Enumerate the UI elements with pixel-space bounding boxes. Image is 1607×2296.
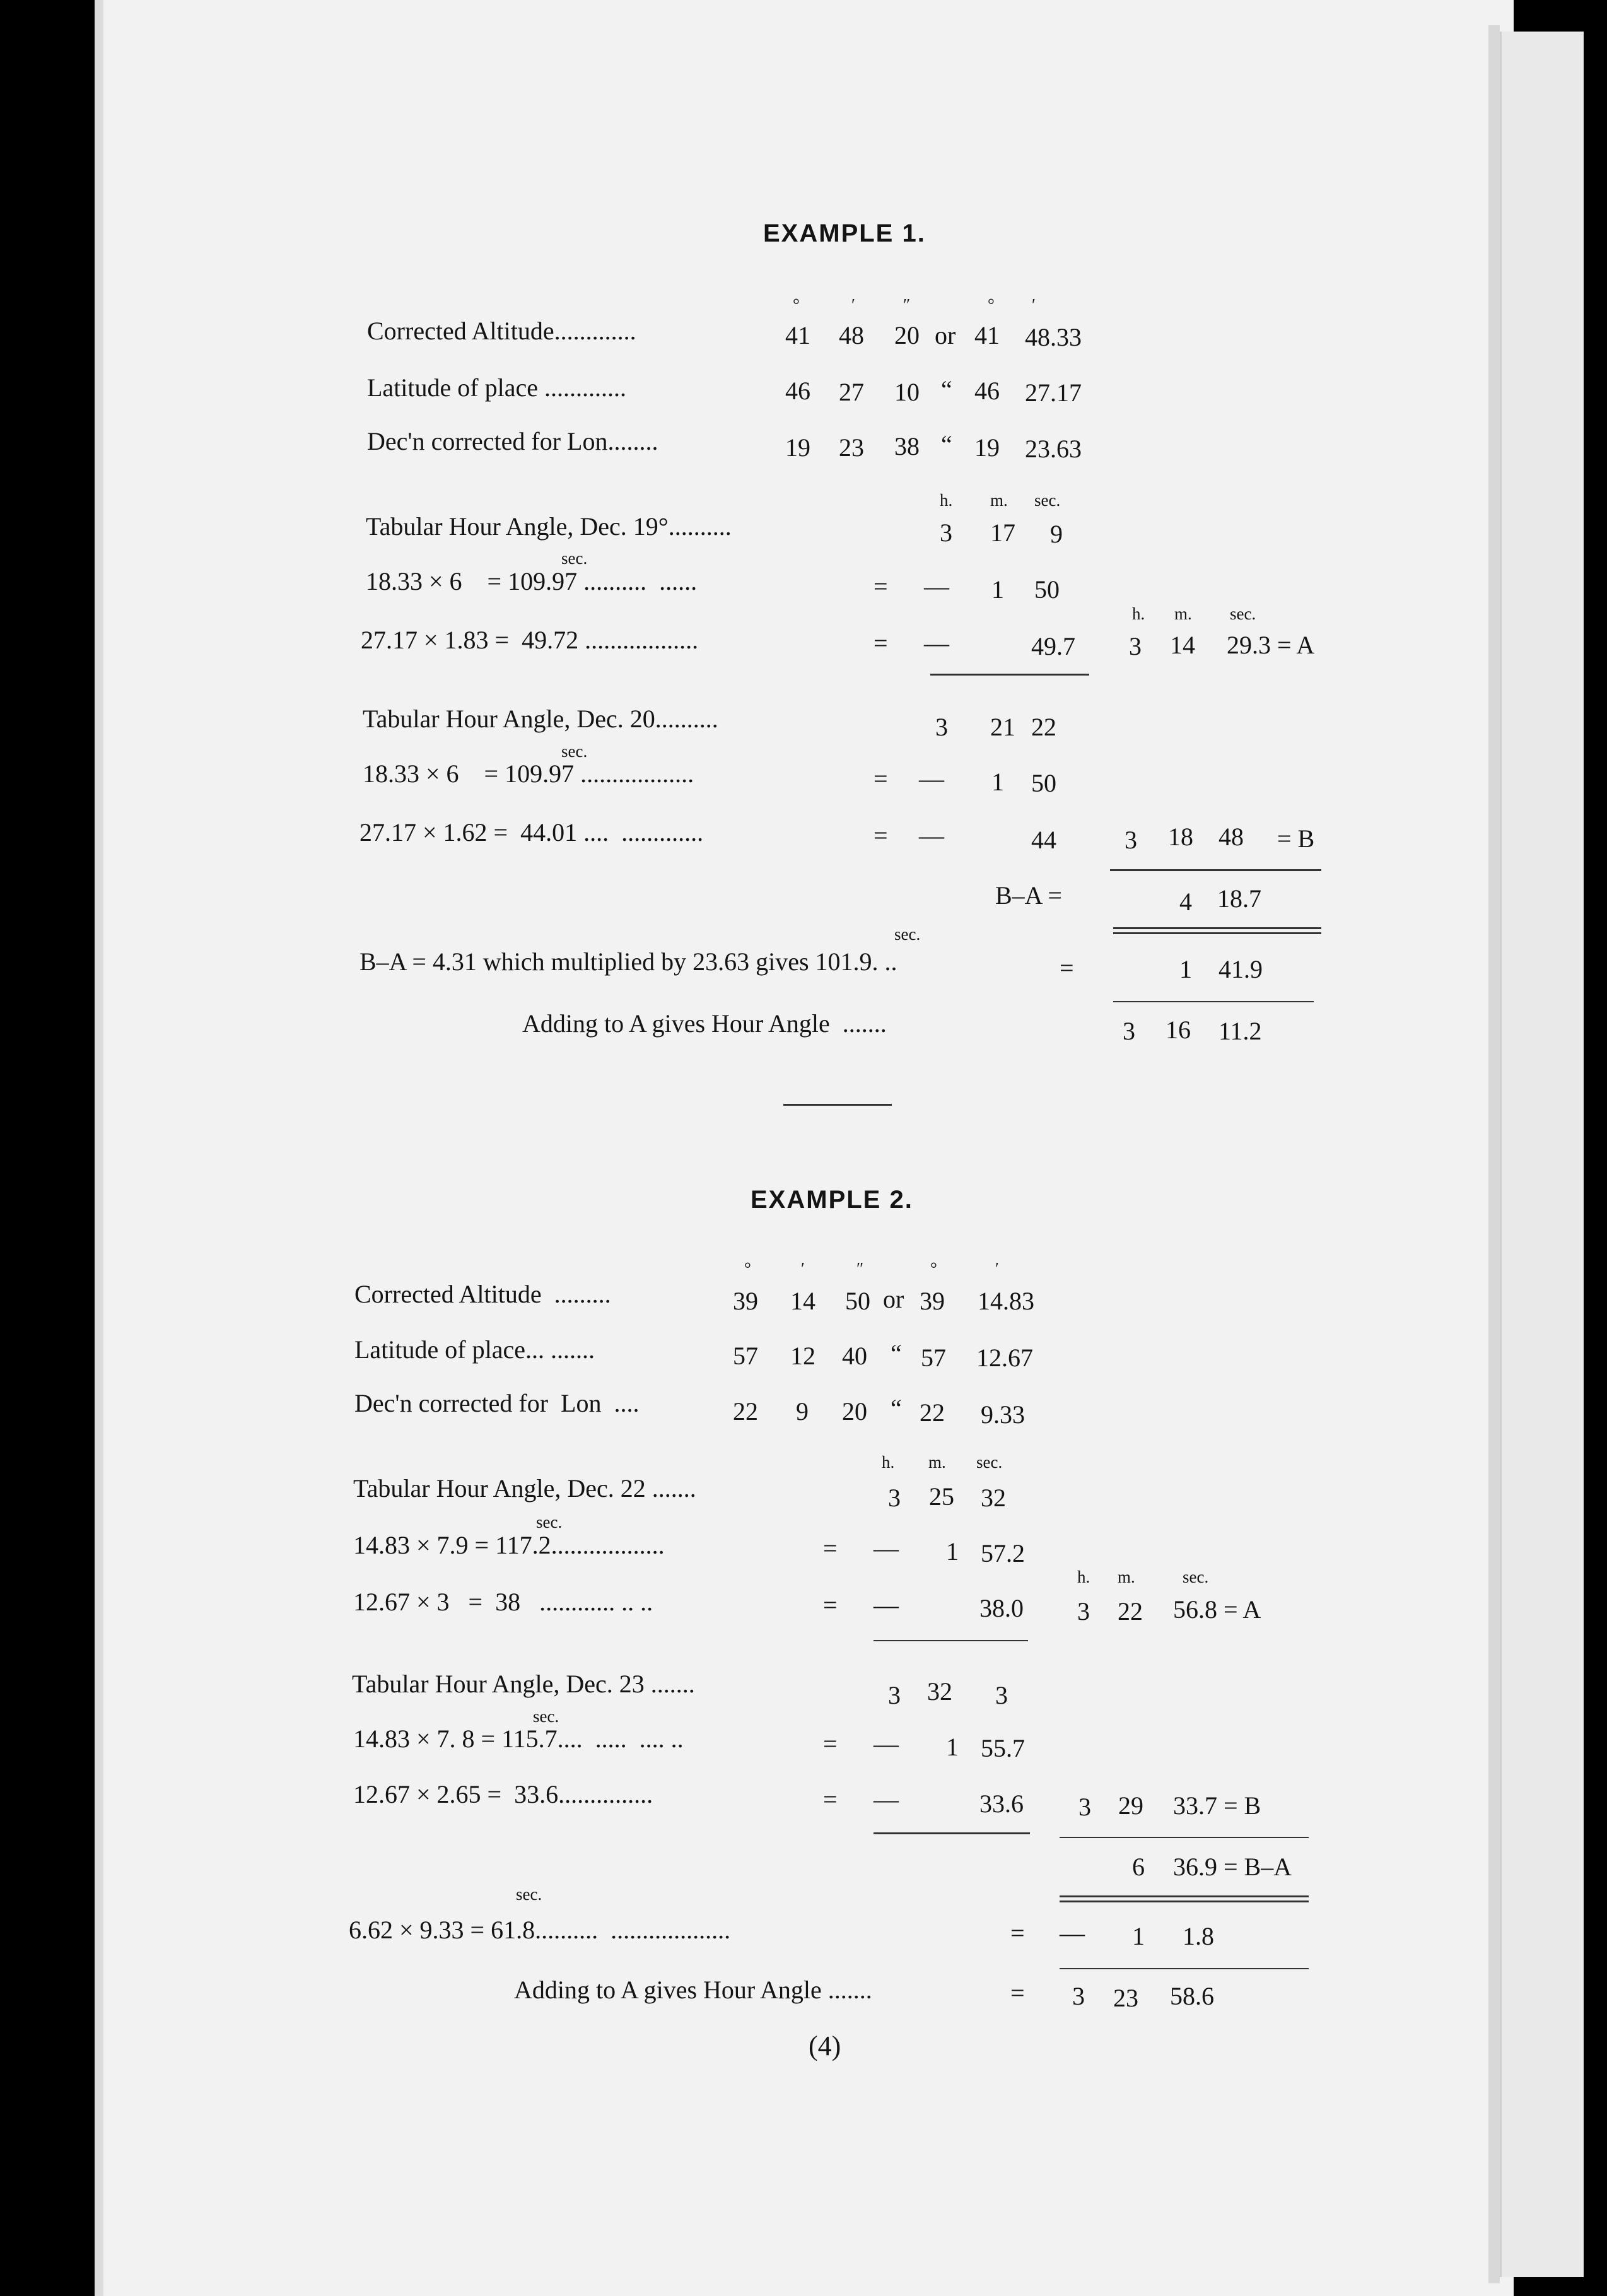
value: 3 — [1077, 1597, 1090, 1625]
tabular-hour-angle-label: Tabular Hour Angle, Dec. 22 ....... — [353, 1474, 696, 1502]
value: 21 — [990, 713, 1015, 741]
value: 29 — [1118, 1791, 1143, 1820]
value: 23 — [1113, 1984, 1138, 2012]
value: 27 — [839, 378, 864, 406]
value: 57 — [733, 1342, 758, 1370]
value: 57 — [921, 1344, 946, 1372]
latitude-label: Latitude of place ............. — [367, 373, 626, 402]
value: 46 — [974, 377, 1000, 405]
value: 27.17 — [1025, 378, 1082, 407]
corrected-altitude-label: Corrected Altitude ......... — [354, 1280, 611, 1308]
computation-line: 18.33 × 6 = 109.97 .................. — [363, 759, 694, 788]
value: 3 — [888, 1484, 901, 1512]
equals-sign: = — [874, 629, 888, 657]
dash: — — [1060, 1919, 1085, 1947]
hours-header: h. — [1132, 604, 1145, 623]
degree-unit: ° — [793, 295, 800, 314]
value: 1 — [991, 575, 1004, 604]
value: 1 — [1132, 1922, 1145, 1950]
minutes-header: m. — [1118, 1567, 1135, 1586]
tabular-hour-angle-label: Tabular Hour Angle, Dec. 19°.......... — [366, 512, 732, 541]
computation-line: 14.83 × 7.9 = 117.2.................. — [353, 1531, 665, 1559]
value: 39 — [733, 1287, 758, 1315]
hours-header: h. — [940, 491, 953, 510]
value: or — [883, 1285, 904, 1313]
sec-label: sec. — [561, 549, 588, 568]
equals-sign: = — [1010, 1919, 1025, 1947]
value: 17 — [990, 518, 1015, 547]
value: 3 — [1078, 1793, 1091, 1821]
hours-header: h. — [882, 1453, 895, 1472]
adding-line: Adding to A gives Hour Angle ....... — [514, 1976, 872, 2004]
sum-rule — [1060, 1968, 1309, 1969]
computation-line: 18.33 × 6 = 109.97 .......... ...... — [366, 567, 698, 595]
sum-rule — [930, 674, 1089, 676]
value: “ — [891, 1339, 902, 1368]
value: 3 — [1072, 1982, 1085, 2010]
example-2-title: EXAMPLE 2. — [751, 1186, 913, 1214]
second-unit: ″ — [856, 1259, 864, 1278]
degree-unit: ° — [988, 295, 995, 314]
value: 55.7 — [981, 1734, 1025, 1762]
value: 3 — [940, 518, 952, 547]
equals-sign: = — [823, 1534, 838, 1562]
value: 50 — [1034, 575, 1060, 604]
value: 57.2 — [981, 1539, 1025, 1567]
value: 20 — [894, 321, 920, 349]
value: 44 — [1031, 826, 1056, 854]
minutes-header: m. — [990, 491, 1008, 510]
equals-sign: = — [823, 1785, 838, 1813]
declination-label: Dec'n corrected for Lon........ — [367, 427, 658, 455]
equals-sign: = — [874, 821, 888, 850]
value: 32 — [981, 1484, 1006, 1512]
value: 1.8 — [1183, 1922, 1214, 1950]
value: 22 — [1118, 1597, 1143, 1625]
value: 3 — [995, 1681, 1008, 1709]
section-divider — [783, 1104, 892, 1106]
value: 33.6 — [979, 1789, 1024, 1818]
minutes-header: m. — [928, 1453, 946, 1472]
value: 9 — [1050, 520, 1063, 548]
value: 48.33 — [1025, 323, 1082, 351]
example-1-title: EXAMPLE 1. — [763, 220, 926, 247]
computation-line: 14.83 × 7. 8 = 115.7.... ..... .... .. — [353, 1725, 684, 1753]
value: 32 — [927, 1677, 952, 1706]
value: 3 — [888, 1681, 901, 1709]
value: 23 — [839, 433, 864, 462]
sum-rule — [1110, 869, 1321, 871]
multiplication-line: 6.62 × 9.33 = 61.8.......... ................... — [349, 1916, 731, 1944]
equals-sign: = — [1060, 954, 1074, 982]
minute-unit: ′ — [801, 1259, 805, 1278]
value: 3 — [935, 713, 948, 741]
dash: — — [874, 1591, 899, 1619]
value: 38.0 — [979, 1594, 1024, 1622]
page-left-edge — [95, 0, 103, 2296]
value: 22 — [1031, 713, 1056, 741]
result-a: 56.8 = A — [1173, 1595, 1261, 1624]
value: 22 — [733, 1397, 758, 1426]
value: 10 — [894, 378, 920, 406]
value: or — [935, 321, 956, 349]
value: 19 — [974, 433, 1000, 462]
value: 11.2 — [1218, 1017, 1262, 1045]
adding-line: Adding to A gives Hour Angle ....... — [522, 1009, 887, 1038]
dash: — — [874, 1730, 899, 1758]
sum-rule — [1113, 1001, 1314, 1002]
dash: — — [874, 1785, 899, 1813]
result-b: 33.7 = B — [1173, 1791, 1261, 1820]
dash: — — [919, 764, 944, 793]
value: 18.7 — [1217, 884, 1261, 913]
value: 25 — [929, 1482, 954, 1511]
value: 1 — [991, 768, 1004, 796]
value: 6 — [1132, 1853, 1145, 1881]
value: 50 — [845, 1287, 870, 1315]
value: 48 — [1218, 823, 1244, 851]
computation-line: 27.17 × 1.83 = 49.72 .................. — [361, 626, 699, 654]
value: 58.6 — [1170, 1982, 1214, 2010]
equals-sign: = — [1010, 1979, 1025, 2007]
sec-label: sec. — [894, 925, 921, 944]
value: 20 — [842, 1397, 867, 1426]
sec-label: sec. — [561, 742, 588, 761]
value: 23.63 — [1025, 435, 1082, 463]
degree-unit: ° — [744, 1259, 751, 1278]
value: 9 — [796, 1397, 809, 1426]
value: 50 — [1031, 769, 1056, 797]
value: 12.67 — [976, 1344, 1033, 1372]
value: 14 — [790, 1287, 815, 1315]
value: 22 — [920, 1398, 945, 1427]
value: 18 — [1168, 823, 1193, 851]
double-rule — [1060, 1895, 1309, 1902]
minute-unit: ′ — [851, 295, 855, 314]
value: 4 — [1179, 887, 1192, 916]
b-minus-a-label: B–A = — [995, 881, 1062, 910]
dash: — — [874, 1534, 899, 1562]
sec-label: sec. — [536, 1513, 563, 1532]
dash: — — [919, 821, 944, 850]
sec-label: sec. — [533, 1707, 559, 1726]
value: 3 — [1125, 826, 1137, 854]
value: 39 — [920, 1287, 945, 1315]
value: “ — [941, 430, 952, 459]
latitude-label: Latitude of place... ....... — [354, 1335, 595, 1364]
value: 19 — [785, 433, 810, 462]
computation-line: 27.17 × 1.62 = 44.01 .... ............. — [359, 818, 704, 846]
sum-rule — [874, 1832, 1030, 1834]
b-minus-a-result: 36.9 = B–A — [1173, 1853, 1292, 1881]
value: 38 — [894, 432, 920, 460]
minute-unit: ′ — [1032, 295, 1036, 314]
degree-unit: ° — [930, 1259, 937, 1278]
value: 1 — [1179, 955, 1192, 983]
tabular-hour-angle-label: Tabular Hour Angle, Dec. 20.......... — [363, 705, 718, 733]
page-fold-edge — [1488, 25, 1500, 2283]
value: 40 — [842, 1342, 867, 1370]
equals-sign: = — [874, 572, 888, 600]
value: 41 — [974, 321, 1000, 349]
sec-label: sec. — [516, 1885, 542, 1904]
value: 14.83 — [978, 1287, 1034, 1315]
second-unit: ″ — [903, 295, 911, 314]
minutes-header: m. — [1174, 604, 1192, 623]
tabular-hour-angle-label: Tabular Hour Angle, Dec. 23 ....... — [352, 1670, 695, 1698]
value: 46 — [785, 377, 810, 405]
value: 16 — [1166, 1016, 1191, 1044]
value: 3 — [1129, 632, 1142, 660]
hours-header: h. — [1077, 1567, 1090, 1586]
value: 41 — [785, 321, 810, 349]
value: 1 — [946, 1537, 959, 1566]
value: 1 — [946, 1733, 959, 1761]
page-number: (4) — [809, 2030, 841, 2061]
value: 9.33 — [981, 1400, 1025, 1429]
value: 48 — [839, 321, 864, 349]
result-b: = B — [1277, 824, 1315, 853]
value: 49.7 — [1031, 632, 1075, 660]
dash: — — [924, 629, 949, 657]
value: 41.9 — [1218, 955, 1263, 983]
computation-line: 12.67 × 2.65 = 33.6............... — [353, 1780, 653, 1808]
computation-line: 12.67 × 3 = 38 ............ .. .. — [353, 1588, 653, 1616]
next-page-leaf — [1500, 32, 1584, 2277]
double-rule — [1113, 927, 1321, 934]
corrected-altitude-label: Corrected Altitude............. — [367, 317, 636, 345]
equals-sign: = — [874, 764, 888, 793]
dash: — — [924, 572, 949, 600]
multiplication-line: B–A = 4.31 which multiplied by 23.63 gives 101.9. .. — [359, 947, 897, 976]
seconds-header: sec. — [976, 1453, 1003, 1472]
minute-unit: ′ — [995, 1259, 999, 1278]
declination-label: Dec'n corrected for Lon .... — [354, 1389, 640, 1417]
seconds-header: sec. — [1183, 1567, 1209, 1586]
equals-sign: = — [823, 1730, 838, 1758]
seconds-header: sec. — [1230, 604, 1256, 623]
value: 3 — [1123, 1017, 1135, 1045]
sum-rule — [874, 1640, 1028, 1641]
value: “ — [891, 1394, 902, 1422]
equals-sign: = — [823, 1591, 838, 1619]
result-a: 29.3 = A — [1227, 631, 1315, 659]
value: 14 — [1170, 631, 1195, 659]
value: 12 — [790, 1342, 815, 1370]
value: “ — [941, 375, 952, 404]
sum-rule — [1060, 1837, 1309, 1838]
seconds-header: sec. — [1034, 491, 1061, 510]
